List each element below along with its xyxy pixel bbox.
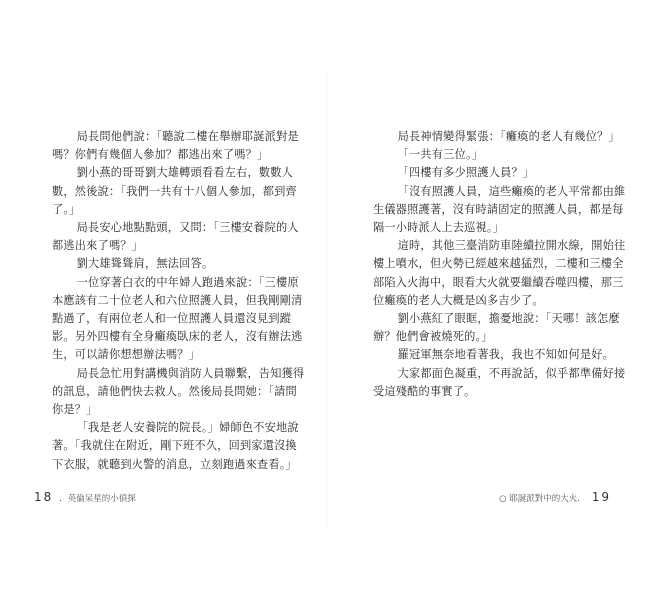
running-head: ○ 耶誕派對中的大火． <box>499 494 586 504</box>
paragraph: 局長急忙用對講機與消防人員聯繫，告知獲得的訊息，請他們快去救人。然後局長問她：「請問你是？」 <box>52 366 305 417</box>
paragraph: 「我是老人安養院的院長。」婦師色不安地說著。「我就住在附近，剛下班不久，回到家還沒換下衣服，就聽到火警的消息，立刻跑過來查看。」 <box>52 421 299 471</box>
paragraph: 劉小燕紅了眼眶，擔憂地說：「天哪！該怎麼辦？他們會被燒死的。」 <box>373 312 620 344</box>
paragraph: 劉大雄聳聳肩，無法回答。 <box>76 257 214 271</box>
paragraph: 羅冠軍無奈地看著我，我也不知如何是好。 <box>397 348 614 362</box>
paragraph: 「沒有照護人員，這些癱瘓的老人平常都由維生儀器照護著，沒有時請固定的照護人員，都是每隔一小時派人上去巡視。」 <box>373 184 626 235</box>
paragraph: 「一共有三位。」 <box>397 148 484 162</box>
page-number: 19 <box>591 490 611 504</box>
left-text-column <box>52 128 308 474</box>
paragraph: 「四樓有多少照護人員？」 <box>397 166 535 180</box>
running-head: ．英倫呆星的小偵探 <box>59 494 136 504</box>
paragraph: 這時，其他三臺消防車陸續拉開水線，開始往樓上噴水，但火勢已經越來越猛烈，二樓和三樓全部陷入火海中，眼看大火就要繼續吞噬四樓，那三位癱瘓的老人大概是凶多吉少了。 <box>373 239 626 307</box>
right-footer <box>499 490 611 504</box>
page-number: 18 <box>34 490 54 504</box>
paragraph: 一位穿著白衣的中年婦人跑過來說：「三樓原本應該有二十位老人和六位照護人員，但我剛剛清點過了，有兩位老人和一位照護人員還沒見到蹤影。另外四樓有全身癱瘓臥床的老人，沒有辦法逃生，可以請你想想辦法嗎？」 <box>52 275 303 362</box>
paragraph: 劉小燕的哥哥劉大雄轉頭看看左右，數數人數，然後說：「我們一共有十八個人參加，都到齊了。」 <box>52 166 297 216</box>
paragraph: 局長神情變得緊張：「癱瘓的老人有幾位？」 <box>397 130 620 143</box>
paragraph: 大家都面色凝重，不再說話，似乎都準備好接受這殘酷的事實了。 <box>373 366 626 398</box>
left-page <box>0 0 327 609</box>
paragraph: 局長安心地點點頭，又問：「三樓安養院的人都逃出來了嗎？」 <box>52 221 299 253</box>
left-footer <box>34 490 136 504</box>
right-page <box>327 0 655 609</box>
paragraph: 局長問他們說：「聽說二樓在舉辦耶誕派對是嗎？你們有幾個人參加？都逃出來了嗎？」 <box>52 130 299 162</box>
right-text-column <box>373 128 629 401</box>
